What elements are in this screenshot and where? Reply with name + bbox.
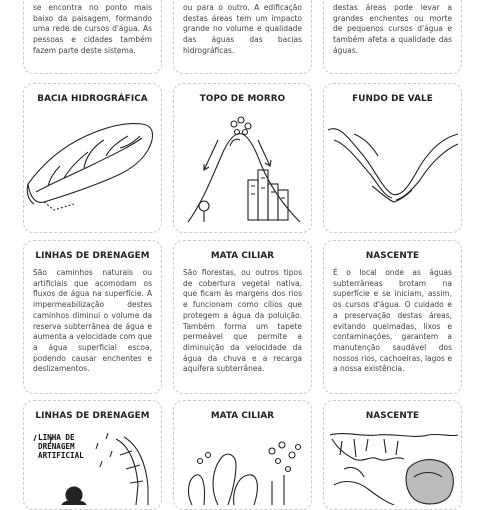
card-linhas-de-drenagem-illustration bbox=[23, 400, 162, 510]
riparian-forest-illustration bbox=[174, 425, 312, 505]
card-title: TOPO DE MORRO bbox=[199, 94, 286, 104]
card-topo-de-morro bbox=[173, 83, 312, 233]
card-title: MATA CILIAR bbox=[210, 411, 275, 421]
card-text: destas áreas pode levar a grandes enchentes ou morte de pequenos cursos d'água e também afeta a qualidade das águas. bbox=[333, 3, 452, 55]
card-title: FUNDO DE VALE bbox=[352, 94, 433, 104]
card-mata-ciliar-illustration bbox=[173, 400, 312, 510]
drainage-illustration bbox=[24, 425, 162, 505]
card-top-2 bbox=[173, 0, 312, 74]
card-top-1 bbox=[23, 0, 162, 74]
card-top-3 bbox=[323, 0, 462, 74]
card-title: LINHAS DE DRENAGEM bbox=[35, 411, 150, 421]
card-text: ou para o outro. A edificação destas áreas tem um impacto grande no volume e qualidade das águas das bacias hidrográficas. bbox=[183, 3, 302, 55]
card-text: se encontra no ponto mais baixo da paisagem, formando uma rede de cursos d'água. As pessoas e cidades também fazem parte deste sistema. bbox=[33, 3, 152, 55]
card-text: São caminhos naturais ou artificiais que acomodam os fluxos de água na superfície. A impermeabilização destes caminhos diminui o volume da reserva subterrânea de água e aumenta a velocidade com que a água superficial escoa, podendo causar enchentes e deslizamentos. bbox=[33, 268, 152, 374]
card-text: São florestas, ou outros tipos de cobertura vegetal nativa, que ficam às margens dos rios e funcionam como cílios que protegem a água da poluição. Também forma um tapete permeável que permite a diminuição da velocidade da água da chuva e a recarga aquífera subterrânea. bbox=[183, 268, 302, 374]
watershed-illustration bbox=[24, 112, 162, 232]
card-title: LINHAS DE DRENAGEM bbox=[35, 251, 150, 261]
card-nascente bbox=[323, 240, 462, 394]
card-title: NASCENTE bbox=[365, 411, 420, 421]
hilltop-illustration bbox=[174, 110, 312, 230]
spring-illustration bbox=[324, 425, 462, 505]
card-title: BACIA HIDROGRÁFICA bbox=[37, 94, 148, 104]
drawn-label: LINHA DE DRENAGEM ARTIFICIAL bbox=[38, 433, 84, 460]
card-linhas-de-drenagem bbox=[23, 240, 162, 394]
card-title: MATA CILIAR bbox=[210, 251, 275, 261]
card-nascente-illustration bbox=[323, 400, 462, 510]
card-title: NASCENTE bbox=[365, 251, 420, 261]
valley-illustration bbox=[324, 110, 462, 230]
card-text: É o local onde as águas subterrâneas brotam na superfície e se iniciam, assim, os cursos d'água. O cuidado e a preservação destas áreas, evitando queimadas, lixos e contaminações, garantem a manutenção saudável dos nossos rios, cachoeiras, lagos e a nossa existência. bbox=[333, 268, 452, 374]
card-fundo-de-vale bbox=[323, 83, 462, 233]
card-bacia-hidrografica bbox=[23, 83, 162, 233]
card-mata-ciliar bbox=[173, 240, 312, 394]
